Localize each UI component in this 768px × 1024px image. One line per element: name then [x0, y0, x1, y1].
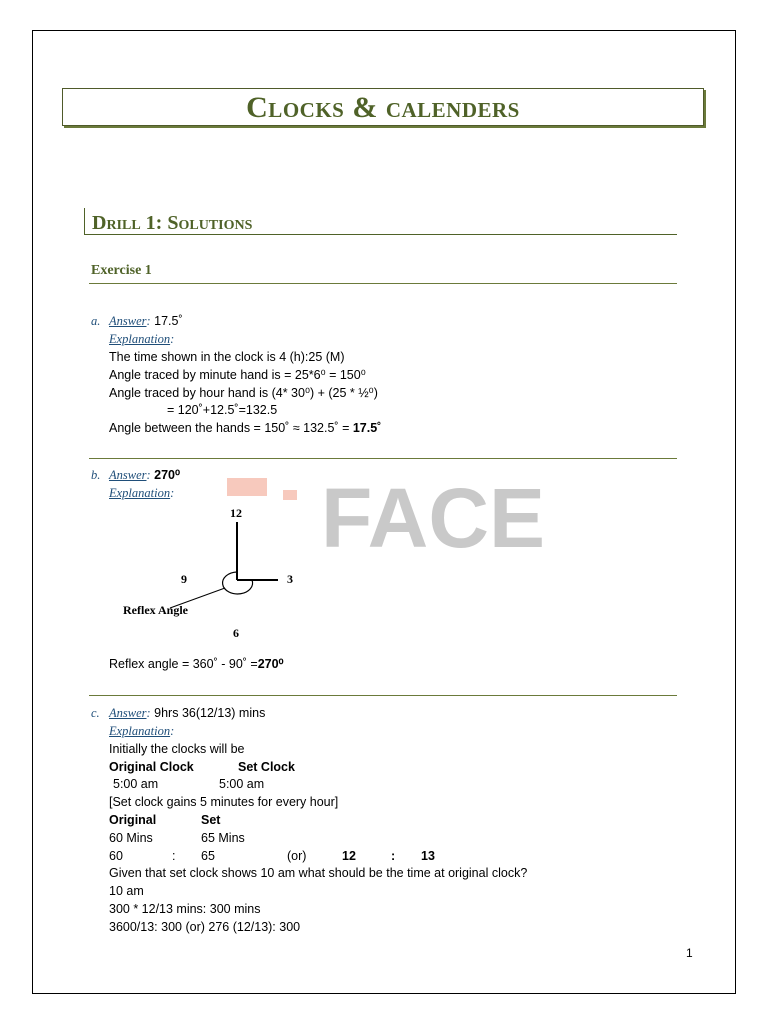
- c-time-set: 5:00 am: [219, 777, 265, 791]
- page-title: Clocks & calenders: [246, 91, 520, 124]
- c-ratio-12: 12: [342, 849, 356, 863]
- rule-b-c: [89, 695, 677, 696]
- c-calc-1: 300 * 12/13 mins: 300 mins: [109, 902, 261, 916]
- c-ratio-65: 65: [201, 849, 215, 863]
- explanation-b: Explanation:: [109, 486, 175, 500]
- clock-number-3: 3: [287, 572, 293, 586]
- marker-b-line: [91, 467, 100, 483]
- c-ratio-13: 13: [421, 849, 435, 863]
- c-mins-original: 60 Mins: [109, 831, 153, 845]
- c-hdr-set: Set: [201, 813, 221, 827]
- c-ratio-colon-2: :: [391, 849, 396, 863]
- reflex-angle-label: Reflex Angle: [123, 603, 188, 617]
- watermark-red-dot: [283, 490, 297, 500]
- explanation-label-c: Explanation: [109, 724, 171, 738]
- a-line-3: Angle traced by hour hand is (4* 30⁰) + (25 * ½⁰): [109, 386, 378, 400]
- c-ratio-60: 60: [109, 849, 123, 863]
- c-ratio-or: (or): [287, 849, 307, 863]
- title-box: [62, 88, 704, 126]
- clock-number-12: 12: [230, 506, 242, 520]
- c-ten-am: 10 am: [109, 884, 144, 898]
- c-calc-2: 3600/13: 300 (or) 276 (12/13): 300: [109, 920, 301, 934]
- explanation-a: Explanation:: [109, 332, 175, 346]
- exercise-heading: Exercise 1: [91, 263, 152, 278]
- c-hdr-original: Original: [109, 813, 157, 827]
- marker-b: b.: [91, 468, 101, 482]
- explanation-label-b: Explanation: [109, 486, 171, 500]
- c-mins-set: 65 Mins: [201, 831, 245, 845]
- drill-heading-box: [84, 208, 677, 235]
- marker-a: a.: [91, 314, 101, 328]
- answer-label-c: Answer: [109, 706, 147, 720]
- rule-a-b: [89, 458, 677, 459]
- marker-c-line: [91, 705, 100, 721]
- answer-b: Answer: 270⁰: [109, 468, 181, 482]
- c-initially: Initially the clocks will be: [109, 742, 245, 756]
- exercise-rule: [89, 283, 677, 284]
- clock-number-9: 9: [181, 572, 187, 586]
- reflex-prefix: Reflex angle = 360˚ - 90˚ =: [109, 657, 258, 671]
- answer-value-b: 270⁰: [154, 468, 181, 482]
- c-hdr-set-clock: Set Clock: [238, 760, 295, 774]
- c-hdr-original-clock: Original Clock: [109, 760, 194, 774]
- answer-a-line: [91, 313, 100, 329]
- reflex-angle-diagram: [118, 500, 318, 650]
- c-gains-note: [Set clock gains 5 minutes for every hour]: [109, 795, 339, 809]
- explanation-label-a: Explanation: [109, 332, 171, 346]
- reflex-angle-line: [109, 656, 284, 672]
- clock-number-6: 6: [233, 626, 239, 640]
- watermark-text: FACE: [321, 472, 546, 552]
- a-final-prefix: Angle between the hands = 150˚ ≈ 132.5˚ =: [109, 421, 353, 435]
- c-question: Given that set clock shows 10 am what should be the time at original clock?: [109, 866, 528, 880]
- answer-value-c: 9hrs 36(12/13) mins: [154, 706, 266, 720]
- explanation-c: Explanation:: [109, 724, 175, 738]
- a-final: [109, 420, 381, 436]
- watermark-red-block: [227, 478, 267, 496]
- answer-value-a: 17.5˚: [154, 314, 183, 328]
- answer-label-a: Answer: [109, 314, 147, 328]
- drill-heading: Drill 1: Solutions: [92, 212, 253, 234]
- c-ratio-colon-1: :: [172, 849, 176, 863]
- c-time-original: 5:00 am: [113, 777, 159, 791]
- a-line-1: The time shown in the clock is 4 (h):25 (M): [109, 350, 345, 364]
- a-final-value: 17.5˚: [352, 421, 382, 435]
- marker-c: c.: [91, 706, 100, 720]
- a-line-2: Angle traced by minute hand is = 25*6⁰ = 150⁰: [109, 368, 366, 382]
- answer-c: Answer: 9hrs 36(12/13) mins: [109, 706, 266, 720]
- answer-label-b: Answer: [109, 468, 147, 482]
- answer-a: Answer: 17.5˚: [109, 314, 183, 328]
- reflex-value: 270⁰: [257, 657, 284, 671]
- a-line-4: = 120˚+12.5˚=132.5: [167, 403, 278, 417]
- page-number: 1: [686, 946, 693, 960]
